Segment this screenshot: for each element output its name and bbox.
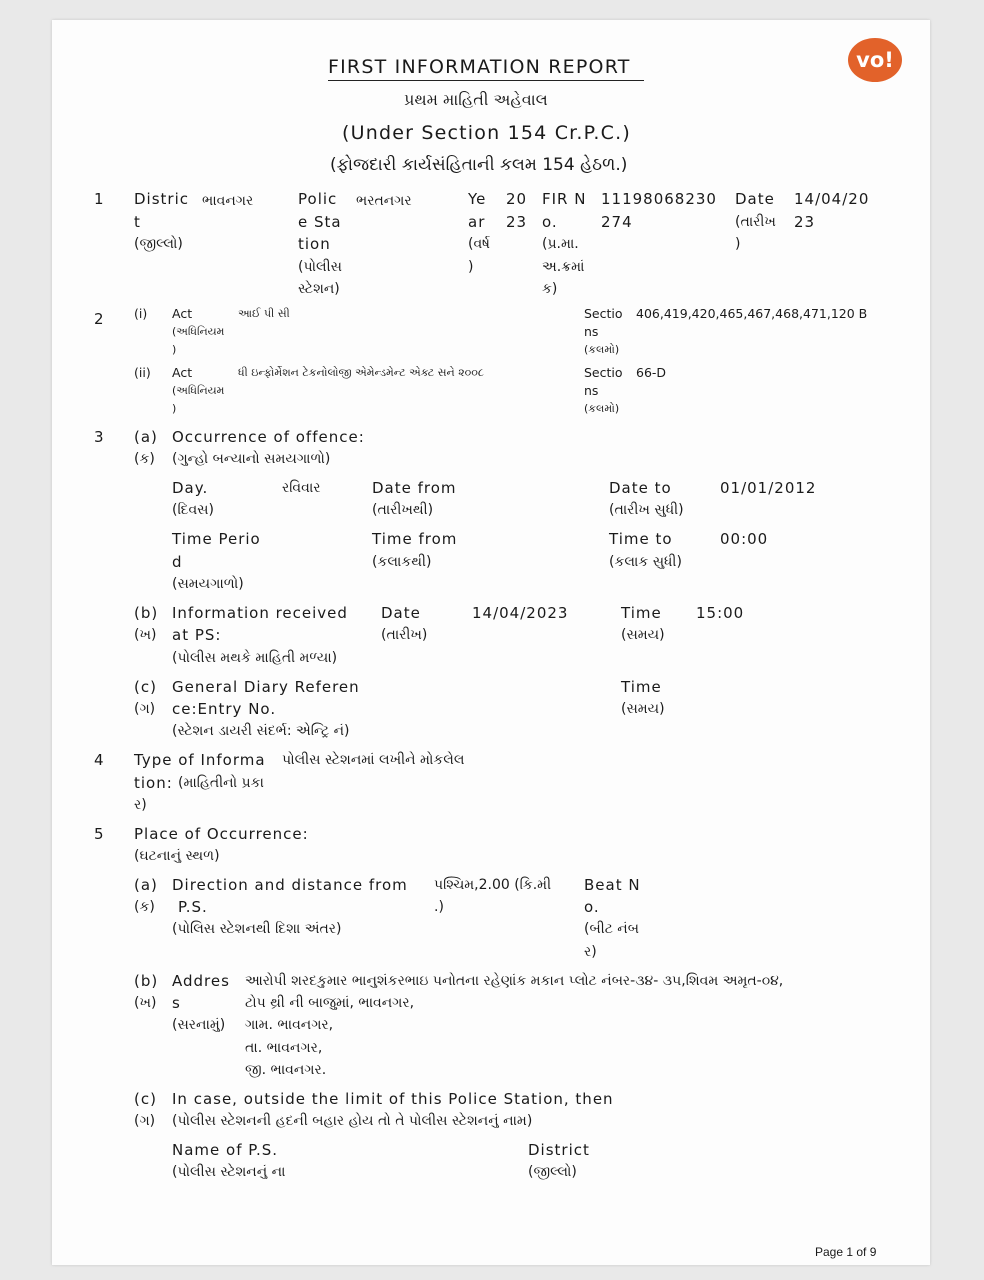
date-from-label-gu: (તારીખથી) <box>372 502 434 518</box>
address-label: (b) <box>134 972 159 990</box>
info-type-label-gu: (માહિતીનો પ્રકા <box>178 775 264 791</box>
title-underline <box>328 80 644 81</box>
report-title: FIRST INFORMATION REPORT <box>328 56 631 78</box>
date-to-label: Date to <box>609 479 672 497</box>
act-ii-value: ધી ઇન્ફોર્મેશન ટેકનોલોજી એમેન્ડમેન્ટ એક્ટ સને ૨૦૦૮ <box>238 366 484 379</box>
section-number: 2 <box>94 310 105 328</box>
fir-number-label-gu2: અ.ક્રમાં <box>542 259 585 275</box>
beat-number-label-cont: o. <box>584 898 600 916</box>
address-title-cont: s <box>172 994 181 1012</box>
direction-label-gu: (ક) <box>134 899 155 915</box>
time-period-label: Time Perio <box>172 530 261 548</box>
direction-title-gu: (પોલિસ સ્ટેશનથી દિશા અંતર) <box>172 921 342 937</box>
police-station-label-cont2: tion <box>298 235 331 253</box>
occurrence-label: (a) <box>134 428 158 446</box>
year-value-cont: 23 <box>506 213 528 231</box>
police-station-label-gu: (પોલીસ <box>298 259 342 275</box>
occurrence-title-gu: (ગુન્હો બન્યાનો સમયગાળો) <box>172 451 331 467</box>
address-line-1: આરોપી શરદકુમાર ભાનુશંકરભાઇ પનોતના રહેણાંક મકાન પ્લોટ નંબર-૩૪- ૩૫,શિવમ અમૃત-૦૪, <box>245 973 784 989</box>
police-station-label: Polic <box>298 190 338 208</box>
day-label: Day. <box>172 479 209 497</box>
info-time-label-gu: (સમય) <box>621 627 665 643</box>
act-i-title: Act <box>172 306 193 321</box>
fir-number-value: 11198068230 <box>601 190 717 208</box>
fir-number-label-cont: o. <box>542 213 558 231</box>
info-received-title: Information received <box>172 604 348 622</box>
info-type-label: Type of Informa <box>134 751 266 769</box>
sections-i-label-cont: ns <box>584 324 599 339</box>
outside-district-label: District <box>528 1141 590 1159</box>
time-from-label: Time from <box>372 530 458 548</box>
act-ii-title-gu2: ) <box>172 402 177 415</box>
diary-ref-title-cont: ce:Entry No. <box>172 700 277 718</box>
beat-number-label: Beat N <box>584 876 641 894</box>
direction-value-cont: .) <box>434 899 444 915</box>
police-station-value: ભરતનગર <box>356 193 412 209</box>
address-title: Addres <box>172 972 230 990</box>
logo-text: vo! <box>856 48 894 72</box>
diary-ref-title: General Diary Referen <box>172 678 360 696</box>
year-label-gu: (વર્ષ <box>468 236 491 252</box>
act-i-title-gu: (અધિનિયમ <box>172 325 225 338</box>
section-number: 1 <box>94 190 105 208</box>
date-to-label-gu: (તારીખ સુધી) <box>609 502 684 518</box>
time-to-label-gu: (કલાક સુધી) <box>609 554 682 570</box>
time-to-value: 00:00 <box>720 530 769 548</box>
report-title-gu: પ્રથમ માહિતી અહેવાલ <box>404 90 548 109</box>
sections-ii-label: Sectio <box>584 365 623 380</box>
beat-number-label-gu: (બીટ નંબ <box>584 921 639 937</box>
year-label: Ye <box>468 190 487 208</box>
sections-i-value: 406,419,420,465,467,468,471,120 B <box>636 306 868 321</box>
district-value: ભાવનગર <box>202 193 254 209</box>
act-i-title-gu2: ) <box>172 343 177 356</box>
year-label-cont: ar <box>468 213 486 231</box>
outside-limit-label-gu: (ગ) <box>134 1113 156 1129</box>
diary-time-label: Time <box>621 678 662 696</box>
day-value: રવિવાર <box>282 480 321 496</box>
fir-number-label-gu: (પ્ર.મા. <box>542 236 579 252</box>
address-line-5: જી. ભાવનગર. <box>245 1062 327 1078</box>
section-number: 5 <box>94 825 105 843</box>
info-received-title-cont: at PS: <box>172 626 222 644</box>
fir-page <box>52 20 930 1265</box>
fir-date-label-gu: (તારીખ <box>735 214 776 230</box>
day-label-gu: (દિવસ) <box>172 502 214 518</box>
year-value: 20 <box>506 190 528 208</box>
page-number: Page 1 of 9 <box>815 1245 877 1259</box>
info-type-value: પોલીસ સ્ટેશનમાં લખીને મોકલેલ <box>282 752 465 768</box>
outside-limit-title-gu: (પોલીસ સ્ટેશનની હદની બહાર હોય તો તે પોલીસ સ્ટેશનનું નામ) <box>172 1113 533 1129</box>
address-label-gu: (ખ) <box>134 995 157 1011</box>
direction-title-cont: P.S. <box>178 898 208 916</box>
police-station-label-cont: e Sta <box>298 213 342 231</box>
outside-limit-title: In case, outside the limit of this Police Station, then <box>172 1090 614 1108</box>
time-to-label: Time to <box>609 530 673 548</box>
time-period-label-gu: (સમયગાળો) <box>172 576 244 592</box>
fir-number-value-cont: 274 <box>601 213 633 231</box>
sections-i-label-gu: (કલમો) <box>584 343 620 356</box>
police-station-label-gu2: સ્ટેશન) <box>298 281 340 297</box>
address-line-2: ટોપ થ્રી ની બાજુમાં, ભાવનગર, <box>245 995 415 1011</box>
time-period-label-cont: d <box>172 553 183 571</box>
info-date-label-gu: (તારીખ) <box>381 627 428 643</box>
info-time-value: 15:00 <box>696 604 745 622</box>
direction-value: પશ્ચિમ,2.00 (કિ.મી <box>434 877 552 893</box>
info-date-label: Date <box>381 604 421 622</box>
district-label-gu: (જીલ્લો) <box>134 236 183 252</box>
diary-ref-label-gu: (ગ) <box>134 701 156 717</box>
fir-date-label: Date <box>735 190 775 208</box>
occurrence-label-gu: (ક) <box>134 451 155 467</box>
place-of-occurrence-title-gu: (ઘટનાનું સ્થળ) <box>134 848 220 864</box>
sections-ii-value: 66-D <box>636 365 667 380</box>
diary-ref-title-gu: (સ્ટેશન ડાયરી સંદર્ભ: એન્ટ્રિ નં) <box>172 723 350 739</box>
outside-district-label-gu: (જીલ્લો) <box>528 1164 577 1180</box>
direction-label: (a) <box>134 876 158 894</box>
act-i-label: (i) <box>134 306 148 321</box>
fir-number-label: FIR N <box>542 190 587 208</box>
section-heading-gu: (ફોજદારી કાર્યસંહિતાની કલમ 154 હેઠળ.) <box>330 155 628 175</box>
date-from-label: Date from <box>372 479 457 497</box>
info-received-label: (b) <box>134 604 159 622</box>
info-type-label-cont: tion: <box>134 774 173 792</box>
outside-limit-label: (c) <box>134 1090 157 1108</box>
info-received-title-gu: (પોલીસ મથકે માહિતી મળ્યા) <box>172 650 338 666</box>
year-label-gu2: ) <box>468 259 474 275</box>
diary-time-label-gu: (સમય) <box>621 701 665 717</box>
info-received-label-gu: (ખ) <box>134 627 157 643</box>
section-number: 4 <box>94 751 105 769</box>
info-date-value: 14/04/2023 <box>472 604 569 622</box>
act-ii-title-gu: (અધિનિયમ <box>172 384 225 397</box>
info-time-label: Time <box>621 604 662 622</box>
ps-name-label: Name of P.S. <box>172 1141 279 1159</box>
fir-date-value-cont: 23 <box>794 213 816 231</box>
place-of-occurrence-title: Place of Occurrence: <box>134 825 309 843</box>
sections-i-label: Sectio <box>584 306 623 321</box>
direction-title: Direction and distance from <box>172 876 408 894</box>
address-title-gu: (સરનામું) <box>172 1017 226 1033</box>
diary-ref-label: (c) <box>134 678 157 696</box>
occurrence-title: Occurrence of offence: <box>172 428 365 446</box>
address-line-3: ગામ. ભાવનગર, <box>245 1017 334 1033</box>
district-label: Distric <box>134 190 189 208</box>
sections-ii-label-gu: (કલમો) <box>584 402 620 415</box>
act-ii-label: (ii) <box>134 365 151 380</box>
info-type-label-gu2: ર) <box>134 797 147 813</box>
section-heading: (Under Section 154 Cr.P.C.) <box>342 122 631 144</box>
ps-name-label-gu: (પોલીસ સ્ટેશનનું ના <box>172 1164 286 1180</box>
time-from-label-gu: (કલાકથી) <box>372 554 432 570</box>
section-number: 3 <box>94 428 105 446</box>
act-ii-title: Act <box>172 365 193 380</box>
beat-number-label-gu2: ર) <box>584 944 597 960</box>
fir-number-label-gu3: ક) <box>542 281 558 297</box>
sections-ii-label-cont: ns <box>584 383 599 398</box>
vo-logo-icon <box>846 36 906 84</box>
fir-date-label-gu2: ) <box>735 236 741 252</box>
date-to-value: 01/01/2012 <box>720 479 817 497</box>
district-label-cont: t <box>134 213 141 231</box>
fir-date-value: 14/04/20 <box>794 190 870 208</box>
address-line-4: તા. ભાવનગર, <box>245 1040 323 1056</box>
act-i-value: આઈ પી સી <box>238 307 290 320</box>
